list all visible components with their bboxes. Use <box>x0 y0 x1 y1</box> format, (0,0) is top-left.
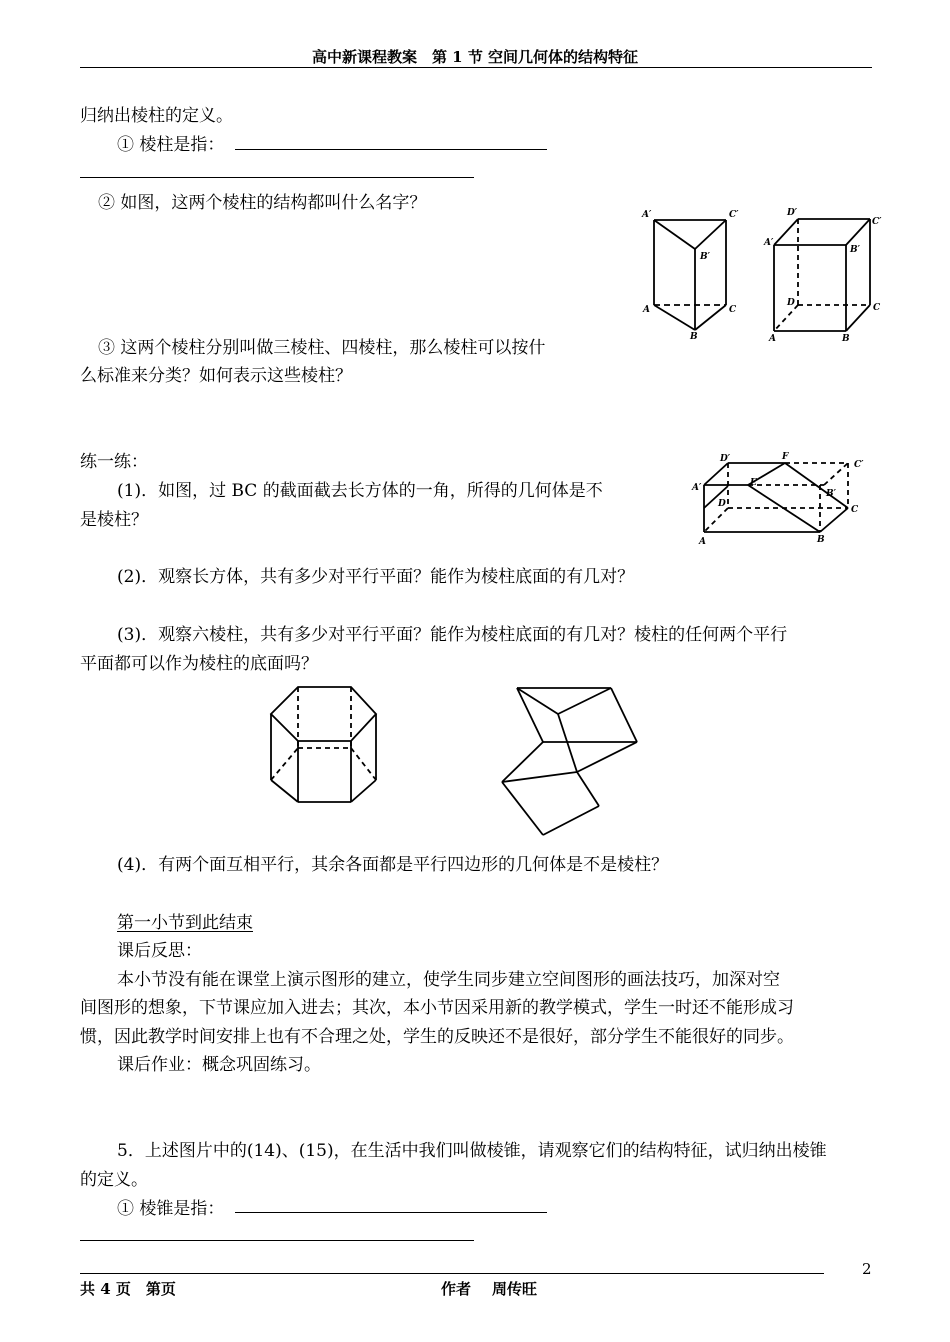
label-d1: D′ <box>787 208 798 218</box>
label-c: C <box>873 303 881 313</box>
oblique-prisms-figure <box>495 680 645 840</box>
label-a: A <box>769 334 776 344</box>
practice-4: (4)．有两个面互相平行，其余各面都是平行四边形的几何体是不是棱柱？ <box>117 855 669 875</box>
prism-definition-blank[interactable] <box>235 149 547 150</box>
label-a: A <box>643 305 650 315</box>
text-line: 归纳出棱柱的定义。 <box>80 106 233 126</box>
label-a1: A′ <box>764 238 774 248</box>
label-f: F <box>782 452 789 462</box>
prism-definition-label: ① 棱柱是指： <box>117 135 225 155</box>
label-e: E <box>750 478 757 488</box>
practice-2: (2)．观察长方体，共有多少对平行平面？能作为棱柱底面的有几对？ <box>117 567 635 587</box>
triangular-prism-figure <box>640 205 740 340</box>
label-b1: B′ <box>700 252 710 262</box>
question-5-line-2: 的定义。 <box>80 1170 148 1190</box>
footer-rule <box>80 1273 824 1274</box>
label-c1: C′ <box>872 217 882 227</box>
practice-3-line-2: 平面都可以作为棱柱的底面吗？ <box>80 654 318 674</box>
practice-3-line-1: (3)．观察六棱柱，共有多少对平行平面？能作为棱柱底面的有几对？棱柱的任何两个平行 <box>117 625 788 645</box>
label-c1: C′ <box>854 460 864 470</box>
pyramid-definition-blank-2[interactable] <box>80 1240 474 1241</box>
section-end: 第一小节到此结束 <box>117 913 253 933</box>
hexagonal-prism-figure <box>265 680 385 810</box>
footer-author-label: 作者 <box>441 1280 472 1298</box>
question-5-line-1: 5．上述图片中的(14)、(15)，在生活中我们叫做棱锥，请观察它们的结构特征，试归纳出棱锥 <box>117 1141 827 1161</box>
question-2: ② 如图，这两个棱柱的结构都叫什么名字？ <box>98 193 427 213</box>
footer-author: 周传旺 <box>492 1280 538 1298</box>
label-d1: D′ <box>720 454 731 464</box>
pyramid-definition-blank[interactable] <box>235 1212 547 1213</box>
header-rule <box>80 67 872 68</box>
label-b1: B′ <box>850 245 860 255</box>
label-d: D <box>787 298 795 308</box>
reflection-line-2: 间图形的想象，下节课应加入进去；其次，本小节因采用新的教学模式，学生一时还不能形成习 <box>80 998 794 1018</box>
practice-1-line-2: 是棱柱？ <box>80 510 148 530</box>
reflection-title: 课后反思： <box>117 941 202 961</box>
question-3-line-1: ③ 这两个棱柱分别叫做三棱柱、四棱柱，那么棱柱可以按什 <box>98 338 546 358</box>
prism-definition-blank-2[interactable] <box>80 177 474 178</box>
pyramid-definition-label: ① 棱锥是指： <box>117 1199 225 1219</box>
footer-pages: 共 4 页 第页 <box>80 1280 176 1298</box>
label-b: B <box>817 535 825 545</box>
homework: 课后作业：概念巩固练习。 <box>117 1055 321 1075</box>
label-b: B <box>690 332 698 342</box>
question-3-line-2: 么标准来分类？如何表示这些棱柱？ <box>80 366 352 386</box>
label-b1: B′ <box>826 489 836 499</box>
cuboid-cut-figure <box>690 448 880 548</box>
practice-1-line-1: (1)．如图，过 BC 的截面截去长方体的一角，所得的几何体是不 <box>117 481 603 501</box>
label-c1: C′ <box>729 210 739 220</box>
label-a1: A′ <box>692 483 702 493</box>
cube-figure <box>762 205 892 344</box>
label-b: B <box>842 334 850 344</box>
reflection-line-3: 惯，因此教学时间安排上也有不合理之处，学生的反映还不是很好，部分学生不能很好的同步。 <box>80 1027 794 1047</box>
reflection-line-1: 本小节没有能在课堂上演示图形的建立，使学生同步建立空间图形的画法技巧，加深对空 <box>117 970 780 990</box>
page-number: 2 <box>862 1260 872 1278</box>
label-a: A <box>699 537 706 547</box>
label-c: C <box>851 505 859 515</box>
label-c: C <box>729 305 737 315</box>
practice-title: 练一练： <box>80 452 148 472</box>
label-d: D <box>718 499 726 509</box>
header-title: 高中新课程教案 第 1 节 空间几何体的结构特征 <box>311 48 639 66</box>
label-a1: A′ <box>642 210 652 220</box>
